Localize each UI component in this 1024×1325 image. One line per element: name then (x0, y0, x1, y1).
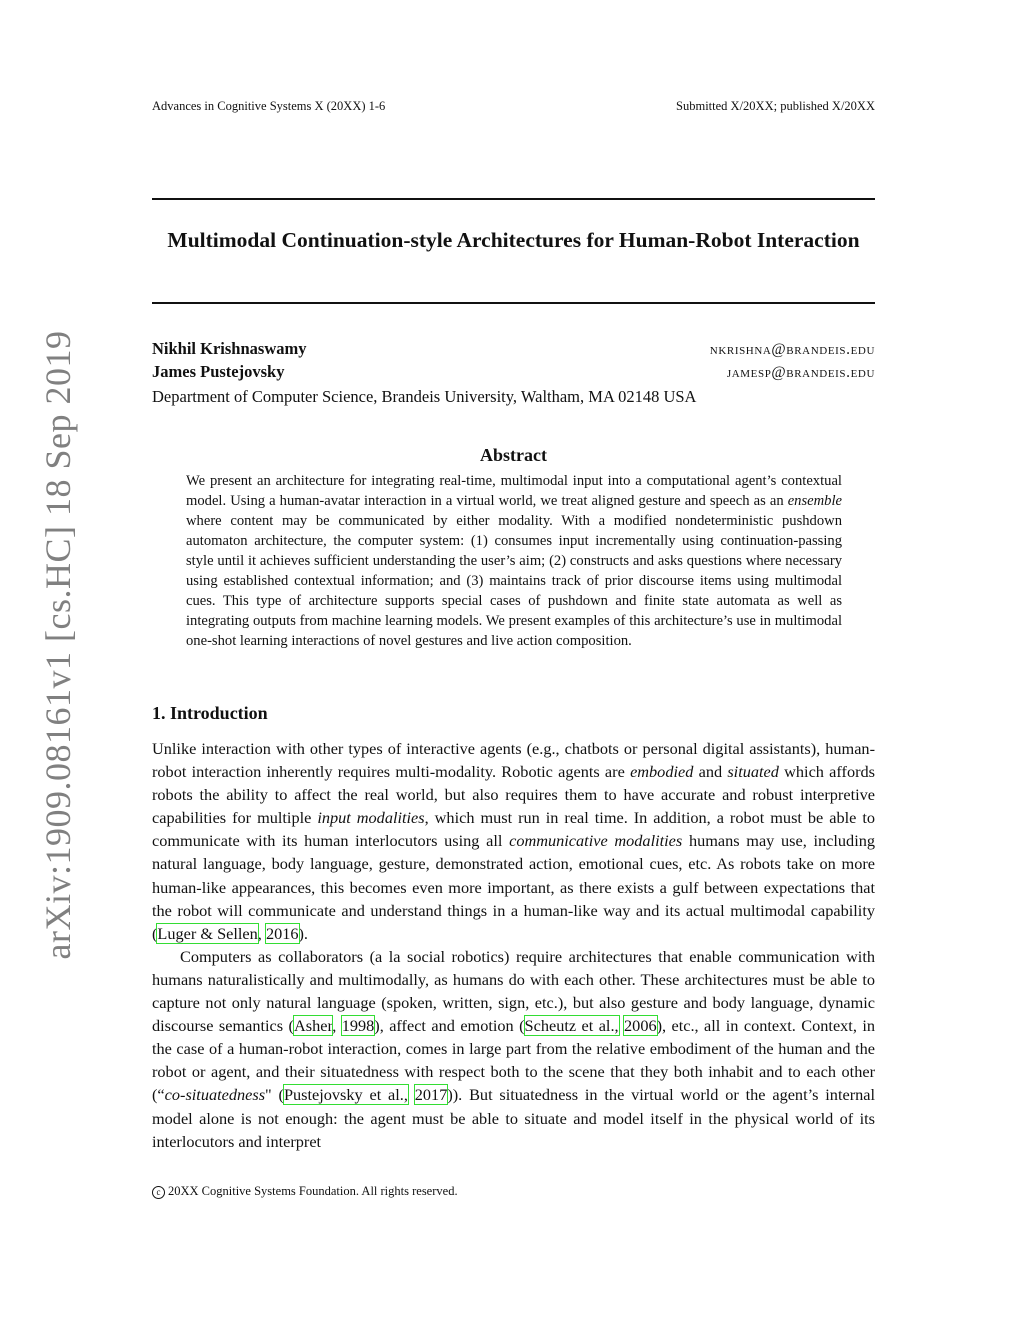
section-heading-introduction: 1. Introduction (152, 703, 268, 723)
arxiv-identifier-stamp[interactable]: arXiv:1909.08161v1 [cs.HC] 18 Sep 2019 (38, 330, 78, 960)
title-rule-bottom (152, 302, 875, 304)
author-name: James Pustejovsky (152, 362, 285, 381)
emphasis: situated (727, 762, 779, 782)
author-email[interactable]: nkrishna@brandeis.edu (709, 341, 875, 358)
emphasis: communicative modalities (509, 831, 683, 851)
copyright-icon: c (152, 1186, 165, 1199)
citation-link[interactable]: 2016 (265, 923, 299, 943)
citation-link[interactable]: 1998 (341, 1016, 375, 1036)
author-name: Nikhil Krishnaswamy (152, 339, 307, 358)
citation-link[interactable]: Asher (293, 1016, 333, 1036)
copyright-footer: c 20XX Cognitive Systems Foundation. All rights reserved. (152, 1183, 458, 1199)
citation-link[interactable]: 2017 (414, 1085, 448, 1105)
emphasis: embodied (630, 762, 694, 782)
paragraph: Unlike interaction with other types of interactive agents (e.g., chatbots or personal digital assistants), human-robot interaction inherently requires multi-modality. Robotic agents are embodied and situated which affords robots the ability to affect the real world, but also requires them to have accurate and robust interpretive capabilities for multiple input modalities, which must run in real time. In addition, a robot must be able to communicate with its human interlocutors using all communicative modalities humans may use, including natural language, body language, gesture, demonstrated action, emotional cues, etc. As robots take on more human-like appearances, this becomes even more important, as there exists a gulf between expectations that the robot will communicate and understand things in a human-like way and its actual multimodal capability (Luger & Sellen, 2016). (152, 739, 876, 943)
author-affiliation: Department of Computer Science, Brandeis University, Waltham, MA 02148 USA (152, 387, 697, 406)
author-email[interactable]: jamesp@brandeis.edu (726, 364, 875, 381)
emphasis: co-situatedness (164, 1085, 266, 1105)
citation-link[interactable]: Pustejovsky et al., (283, 1085, 408, 1105)
running-header-left: Advances in Cognitive Systems X (20XX) 1-6 (152, 99, 386, 113)
emphasis: input modalities (317, 808, 425, 828)
introduction-body (152, 737, 875, 1153)
citation-link[interactable]: 2006 (624, 1016, 657, 1036)
citation-link[interactable]: Luger & Sellen (157, 923, 258, 943)
emphasis: ensemble (787, 493, 842, 509)
citation-link[interactable]: Scheutz et al., (524, 1016, 619, 1036)
paragraph: Computers as collaborators (a la social robotics) require architectures that enable communication with humans naturalistically and multimodally, as humans do with each other. These architectures must be able to capture not only natural language (spoken, written, sign, etc.), but also gesture and body language, dynamic discourse semantics (Asher, 1998), affect and emotion (Scheutz et al., 2006), etc., all in context. Context, in the case of a human-robot interaction, comes in large part from the relative embodiment of the human and the robot or agent, and their situatedness with respect both to the scene that they both inhabit and to each other (“co-situatedness" (Pustejovsky et al., 2017)). But situatedness in the virtual world or the agent’s internal model alone is not enough: the agent must be able to situate and model itself in the physical world of its interlocutors and interpret (152, 946, 876, 1151)
paper-title: Multimodal Continuation-style Architectures for Human-Robot Interaction (167, 228, 860, 252)
abstract-text: We present an architecture for integrating real-time, multimodal input into a computational agent’s contextual model. Using a human-avatar interaction in a virtual world, we treat aligned gesture and speech as an ensemble where content may be communicated by either modality. With a modified nondeterministic pushdown automaton architecture, the computer system: (1) consumes input incrementally using continuation-passing style until it achieves sufficient understanding the user’s aim; (2) constructs and asks questions where necessary using established contextual information; and (3) maintains track of prior discourse items using multimodal cues. This type of architecture supports special cases of pushdown and finite state automata as well as integrating outputs from machine learning models. We present examples of this architecture’s use in multimodal one-shot learning interactions of novel gestures and live action composition. (186, 473, 842, 649)
running-header-right: Submitted X/20XX; published X/20XX (676, 99, 875, 113)
abstract-heading: Abstract (480, 445, 547, 465)
title-rule-top (152, 198, 875, 200)
